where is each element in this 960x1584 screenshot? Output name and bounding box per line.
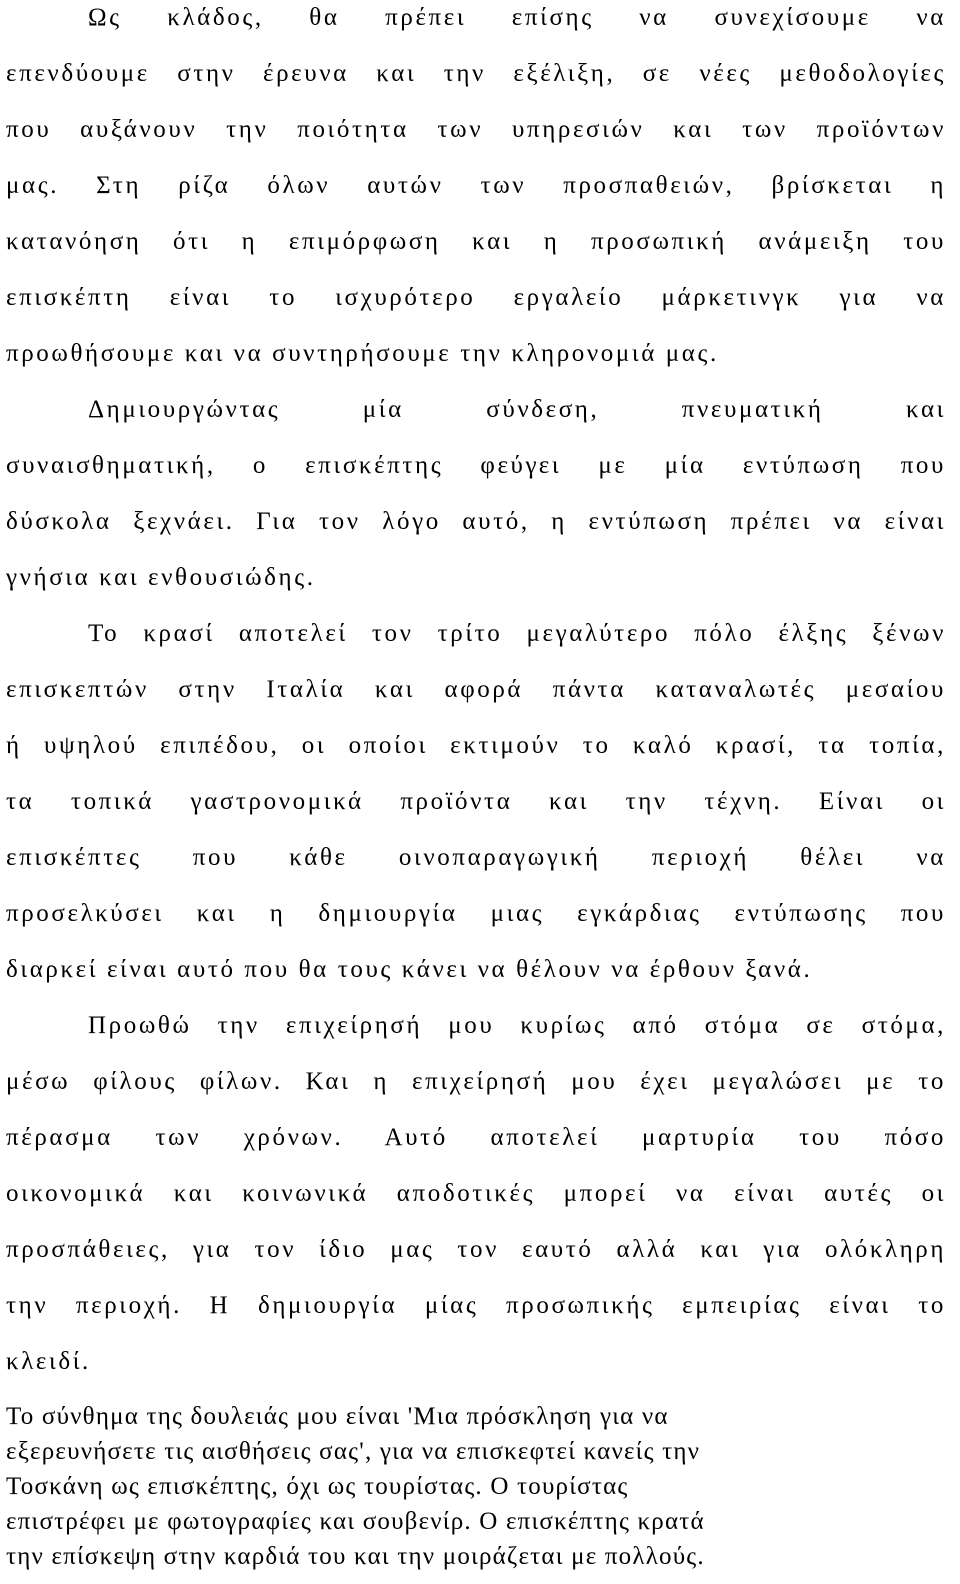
text-line: εξερευνήσετε τις αισθήσεις σας', για να επισκεφτεί κανείς την	[6, 1438, 701, 1465]
text-line: γνήσια και ενθουσιώδης.	[6, 564, 316, 591]
text-line: ή υψηλού επιπέδου, οι οποίοι εκτιμούν το καλό κρασί, τα τοπία,	[6, 732, 946, 759]
text-line: την επίσκεψη στην καρδιά του και την μοιράζεται με πολλούς.	[6, 1543, 705, 1570]
text-line: μέσω φίλους φίλων. Και η επιχείρησή μου έχει μεγαλώσει με το	[6, 1068, 946, 1095]
text-line: Προωθώ την επιχείρησή μου κυρίως από στόμα σε στόμα,	[88, 1012, 946, 1039]
text-line: τα τοπικά γαστρονομικά προϊόντα και την τέχνη. Είναι οι	[6, 788, 946, 815]
text-line: Ως κλάδος, θα πρέπει επίσης να συνεχίσουμε να	[88, 4, 946, 31]
text-line: Το κρασί αποτελεί τον τρίτο μεγαλύτερο πόλο έλξης ξένων	[88, 620, 946, 647]
text-line: κλειδί.	[6, 1348, 91, 1375]
text-line: προσελκύσει και η δημιουργία μιας εγκάρδιας εντύπωσης που	[6, 900, 946, 927]
text-line: επενδύουμε στην έρευνα και την εξέλιξη, σε νέες μεθοδολογίες	[6, 60, 946, 87]
text-line: προσπάθειες, για τον ίδιο μας τον εαυτό αλλά και για ολόκληρη	[6, 1236, 946, 1263]
text-line: μας. Στη ρίζα όλων αυτών των προσπαθειών, βρίσκεται η	[6, 172, 946, 199]
text-line: επισκέπτη είναι το ισχυρότερο εργαλείο μάρκετινγκ για να	[6, 284, 946, 311]
text-line: επισκέπτες που κάθε οινοπαραγωγική περιοχή θέλει να	[6, 844, 946, 871]
text-line: επισκεπτών στην Ιταλία και αφορά πάντα καταναλωτές μεσαίου	[6, 676, 946, 703]
text-line: πέρασμα των χρόνων. Αυτό αποτελεί μαρτυρία του πόσο	[6, 1124, 946, 1151]
text-line: Δημιουργώντας μία σύνδεση, πνευματική και	[88, 396, 946, 423]
text-line: την περιοχή. Η δημιουργία μίας προσωπικής εμπειρίας είναι το	[6, 1292, 946, 1319]
text-line: δύσκολα ξεχνάει. Για τον λόγο αυτό, η εντύπωση πρέπει να είναι	[6, 508, 946, 535]
text-line: επιστρέφει με φωτογραφίες και σουβενίρ. Ο επισκέπτης κρατά	[6, 1508, 705, 1535]
text-line: συναισθηματική, ο επισκέπτης φεύγει με μία εντύπωση που	[6, 452, 946, 479]
text-line: διαρκεί είναι αυτό που θα τους κάνει να θέλουν να έρθουν ξανά.	[6, 956, 813, 983]
text-line: κατανόηση ότι η επιμόρφωση και η προσωπική ανάμειξη του	[6, 228, 946, 255]
text-line: οικονομικά και κοινωνικά αποδοτικές μπορεί να είναι αυτές οι	[6, 1180, 946, 1207]
text-line: Τοσκάνη ως επισκέπτης, όχι ως τουρίστας. Ο τουρίστας	[6, 1473, 629, 1500]
text-line: Το σύνθημα της δουλειάς μου είναι 'Μια πρόσκληση για να	[6, 1403, 669, 1430]
text-line: που αυξάνουν την ποιότητα των υπηρεσιών και των προϊόντων	[6, 116, 946, 143]
text-line: προωθήσουμε και να συντηρήσουμε την κληρονομιά μας.	[6, 340, 719, 367]
